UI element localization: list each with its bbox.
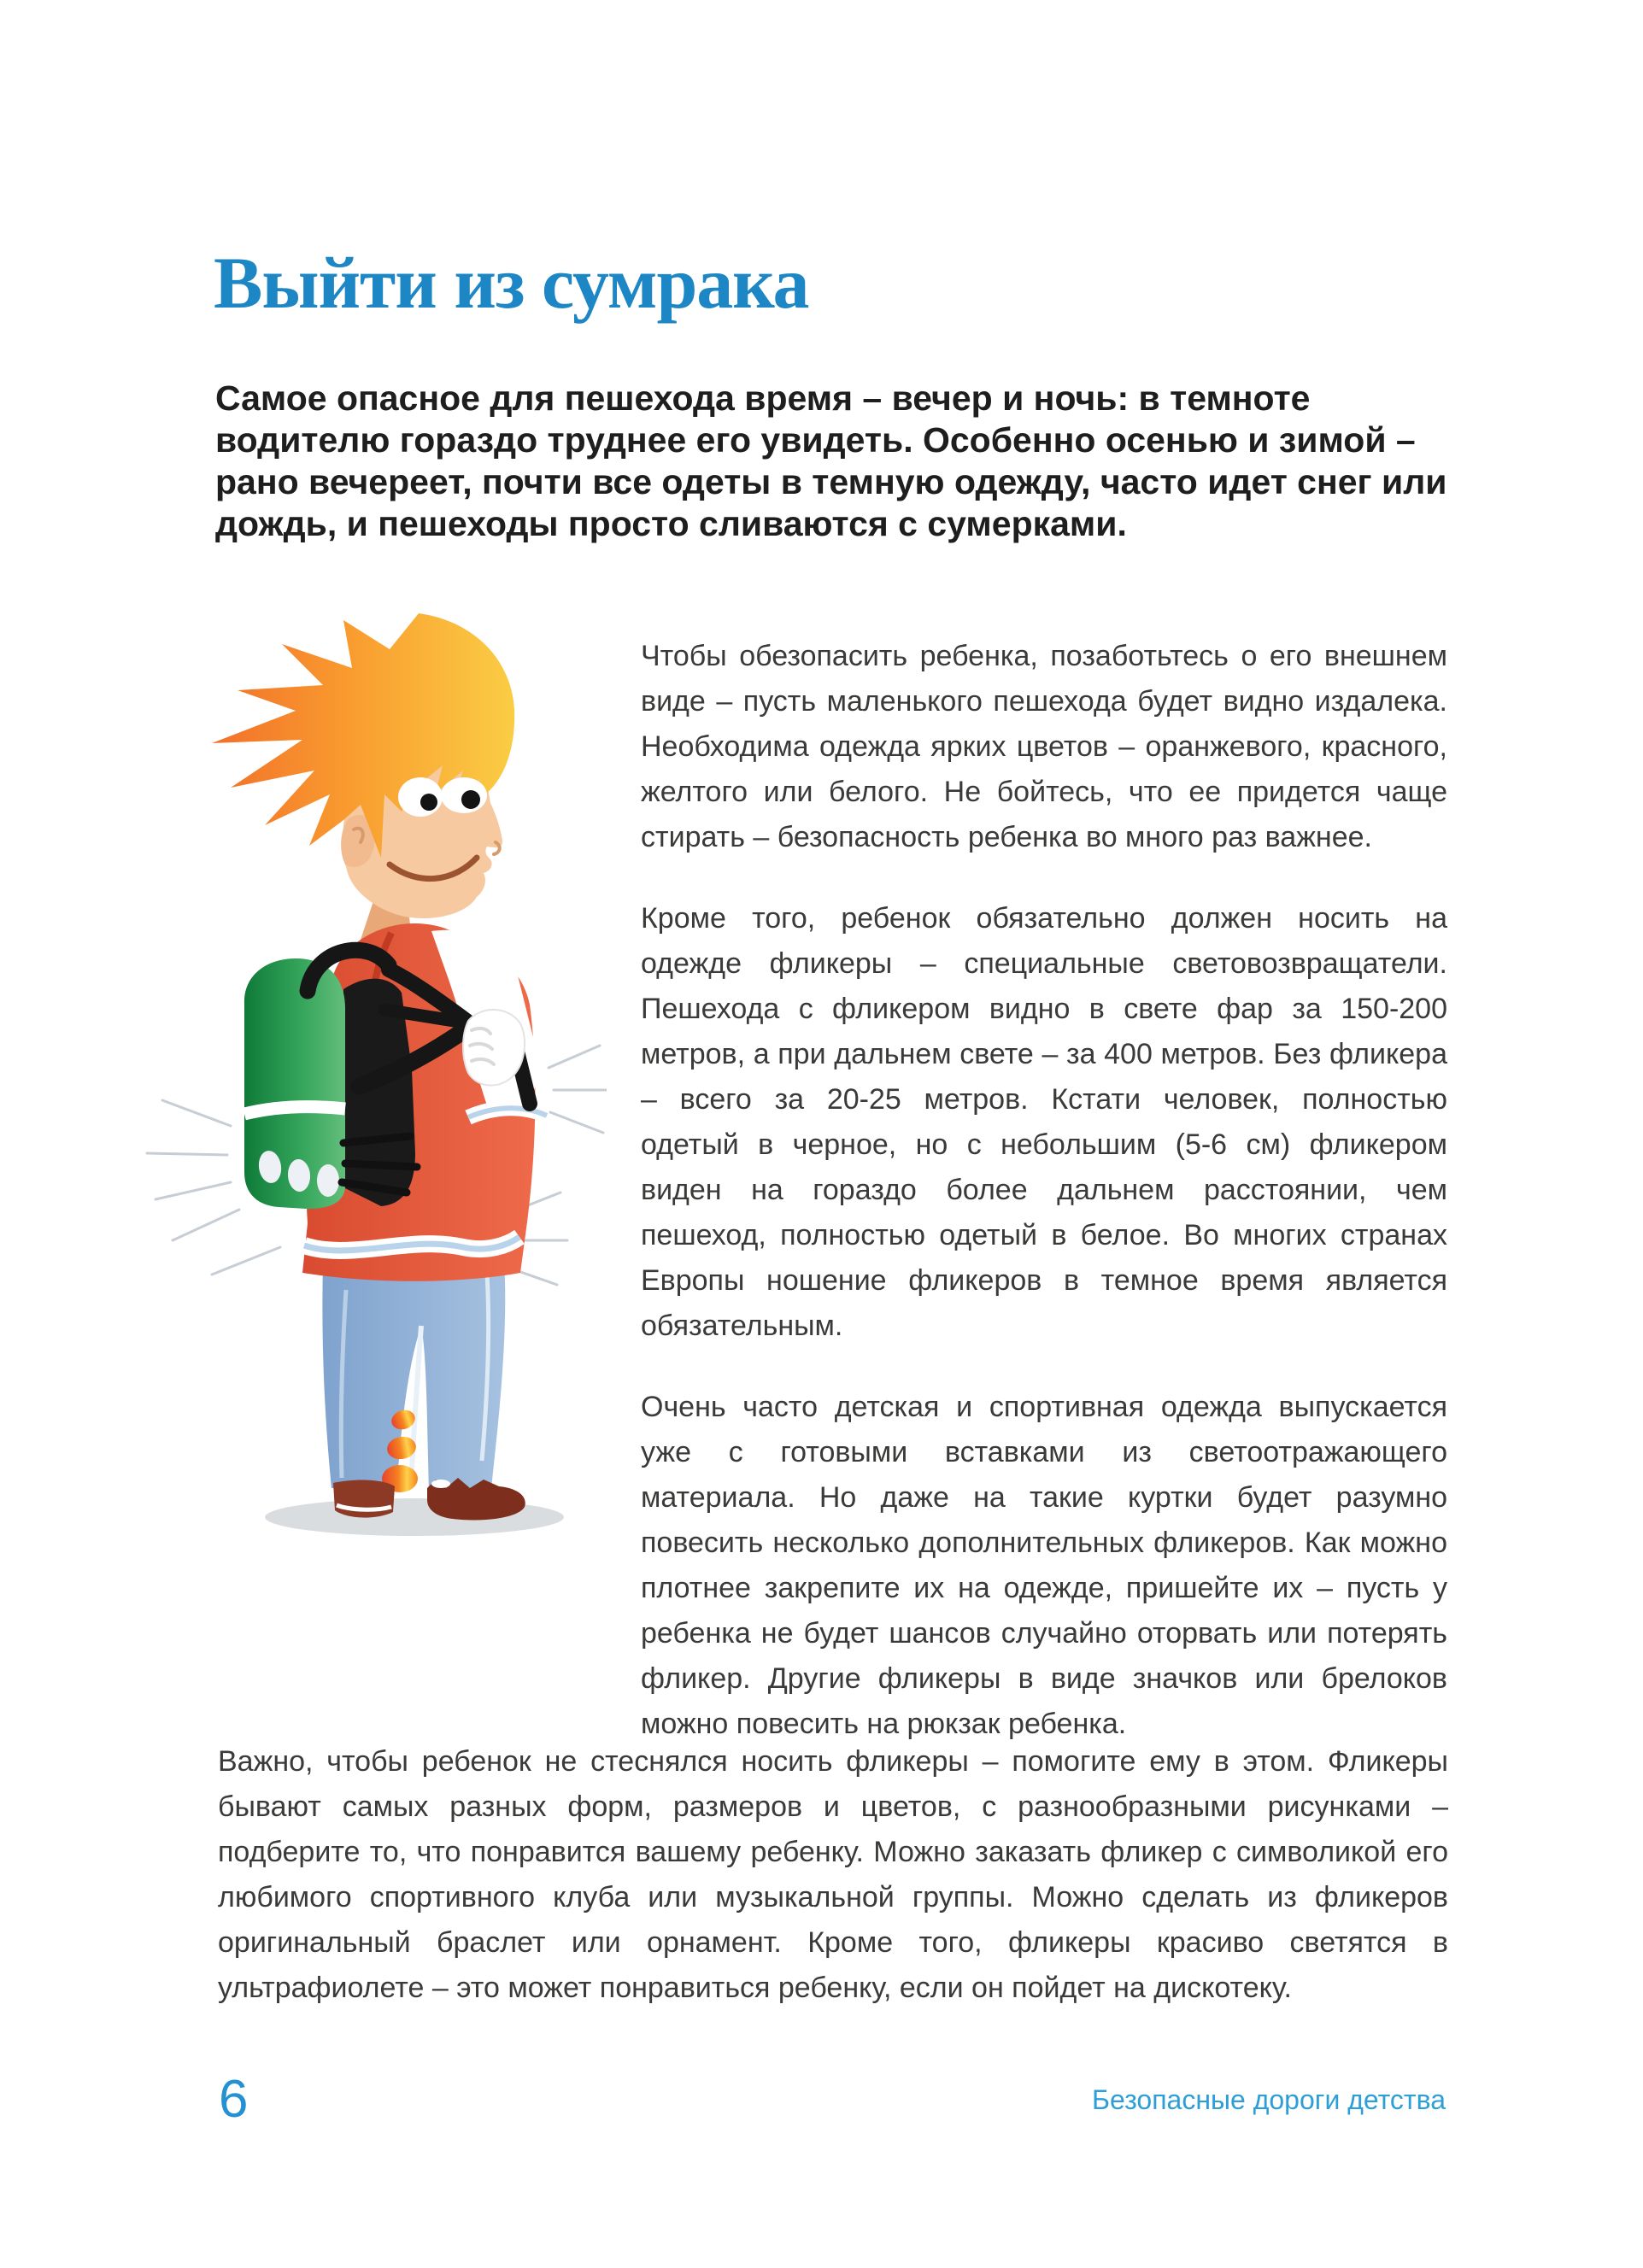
body-paragraph-1: Чтобы обезопасить ребенка, позаботьтесь о его внешнем виде – пусть маленького пешехода будет видно издалека. Необходима одежда ярких цветов – оранжевого, красного, желтого или белого. Не бойтесь, что ее придется чаще стирать – безопасность ребенка во много раз важнее. <box>641 640 1447 853</box>
intro-paragraph: Самое опасное для пешехода время – вечер и ночь: в темноте водителю гораздо труднее его увидеть. Особенно осенью и зимой – рано вечереет, почти все одеты в темную одежду, часто идет снег или дождь, и пешеходы просто сливаются с сумерками. <box>215 378 1447 543</box>
body-paragraph-3: Очень часто детская и спортивная одежда выпускается уже с готовыми вставками из светоотражающего материала. Но даже на такие куртки будет разумно повесить несколько дополнительных фликеров. Как можно плотнее закрепите их на одежде, пришейте их – пусть у ребенка не будет шансов случайно оторвать или потерять фликер. Другие фликеры в виде значков или брелоков можно повесить на рюкзак ребенка. <box>641 1391 1447 1740</box>
boy-with-backpack-illustration <box>128 589 607 1546</box>
page-number: 6 <box>219 2070 249 2129</box>
jeans <box>322 1261 505 1497</box>
boy-illustration-svg <box>128 589 607 1546</box>
body-column <box>641 634 1447 1783</box>
page-title: Выйти из сумрака <box>214 242 809 324</box>
booklet-title: Безопасные дороги детства <box>1092 2084 1446 2115</box>
body-paragraph-2: Кроме того, ребенок обязательно должен носить на одежде фликеры – специальные световозвращатели. Пешехода с фликером видно в свете фар за 150-200 метров, а при дальнем свете – за 400 метров. Без фликера – всего за 20-25 метров. Кстати человек, полностью одетый в черное, но с небольшим (5-6 см) фликером виден на гораздо более дальнем расстоянии, чем пешеход, полностью одетый в белое. Во многих странах Европы ношение фликеров в темное время является обязательным. <box>641 902 1447 1342</box>
closing-paragraph: Важно, чтобы ребенок не стеснялся носить фликеры – помогите ему в этом. Фликеры бывают самых разных форм, размеров и цветов, с разнообразными рисунками – подберите то, что понравится вашему ребенку. Можно заказать фликер с символикой его любимого спортивного клуба или музыкальной группы. Можно сделать из фликеров оригинальный браслет или орнамент. Кроме того, фликеры красиво светятся в ультрафиолете – это может понравиться ребенку, если он пойдет на дискотеку. <box>218 1745 1448 2004</box>
